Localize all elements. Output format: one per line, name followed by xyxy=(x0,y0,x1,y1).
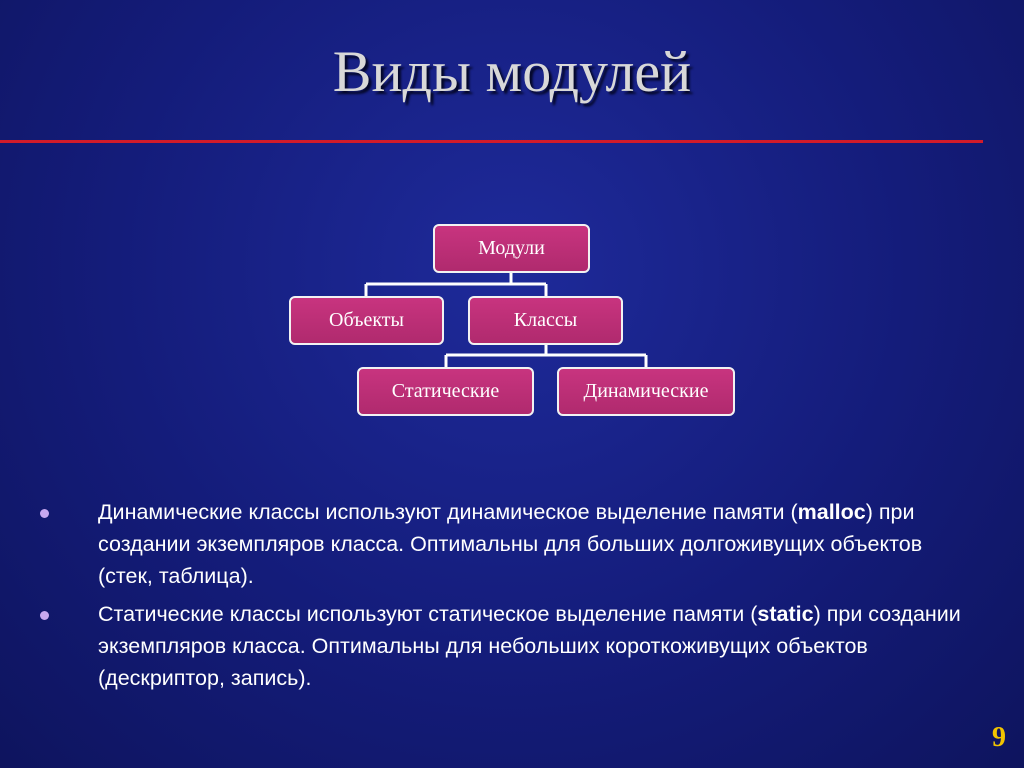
node-modules: Модули xyxy=(433,224,590,273)
bullet-text-after: ) при создании экземпляров класса. Оптимальны для небольших короткоживущих объектов (дескриптор, запись). xyxy=(98,602,961,690)
node-dynamic: Динамические xyxy=(557,367,735,416)
bullet-text-before: Динамические классы используют динамическое выделение памяти ( xyxy=(98,500,798,524)
page-number: 9 xyxy=(992,722,1006,753)
node-classes: Классы xyxy=(468,296,623,345)
bullet-keyword-static: static xyxy=(757,602,814,626)
bullet-item-dynamic xyxy=(40,496,970,592)
bullet-dot-icon xyxy=(40,611,49,620)
bullet-text-before: Статические классы используют статическое выделение памяти ( xyxy=(98,602,758,626)
bullet-dot-icon xyxy=(40,509,49,518)
bullet-item-static xyxy=(40,598,970,694)
node-static: Статические xyxy=(357,367,534,416)
node-objects: Объекты xyxy=(289,296,444,345)
slide-title: Виды модулей xyxy=(332,39,692,104)
bullet-list xyxy=(40,496,970,700)
bullet-keyword-malloc: malloc xyxy=(797,500,866,524)
bullet-text-after: ) при создании экземпляров класса. Оптимальны для больших долгоживущих объектов (стек, таблица). xyxy=(98,500,923,588)
